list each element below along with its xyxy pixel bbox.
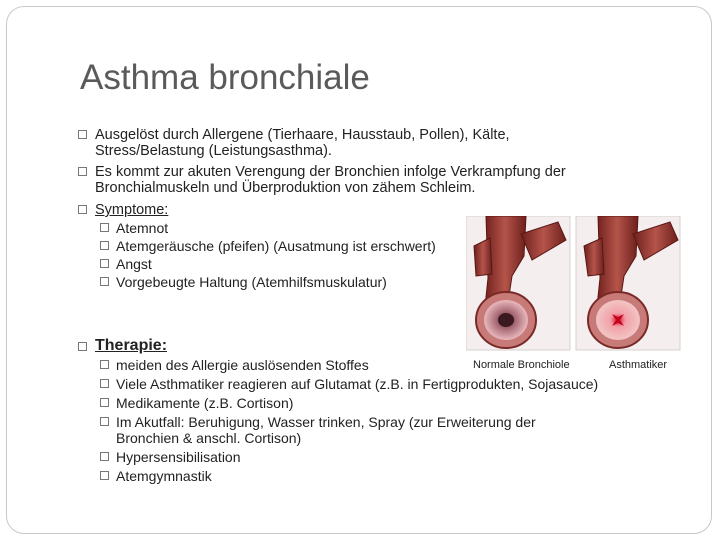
checkbox-bullet-icon [100,471,109,480]
caption-asthma: Asthmatiker [609,359,668,371]
caption-normal: Normale Bronchiole [473,359,570,371]
symptome-heading: Symptome: [95,202,169,218]
therapie-heading: Therapie: [95,337,168,354]
checkbox-bullet-icon [100,277,109,286]
asthma-bronchiole-image [576,216,680,350]
bullet-text: Es kommt zur akuten Verengung der Bronchien infolge Verkrampfung der Bronchialmuskeln und Überproduktion von zähem Schleim. [95,164,566,196]
page-title: Asthma bronchiale [80,58,370,97]
checkbox-bullet-icon [100,223,109,232]
bullet-text: Ausgelöst durch Allergene (Tierhaare, Hausstaub, Pollen), Kälte, Stress/Belastung (Leistungsasthma). [95,127,510,159]
checkbox-bullet-icon [100,360,109,369]
normal-bronchiole-image [466,216,570,350]
checkbox-bullet-icon [100,259,109,268]
checkbox-bullet-icon [78,342,87,351]
checkbox-bullet-icon [78,205,87,214]
checkbox-bullet-icon [100,398,109,407]
checkbox-bullet-icon [78,130,87,139]
checkbox-bullet-icon [100,241,109,250]
checkbox-bullet-icon [100,379,109,388]
checkbox-bullet-icon [78,167,87,176]
checkbox-bullet-icon [100,452,109,461]
checkbox-bullet-icon [100,417,109,426]
bronchiole-illustration [466,216,686,358]
